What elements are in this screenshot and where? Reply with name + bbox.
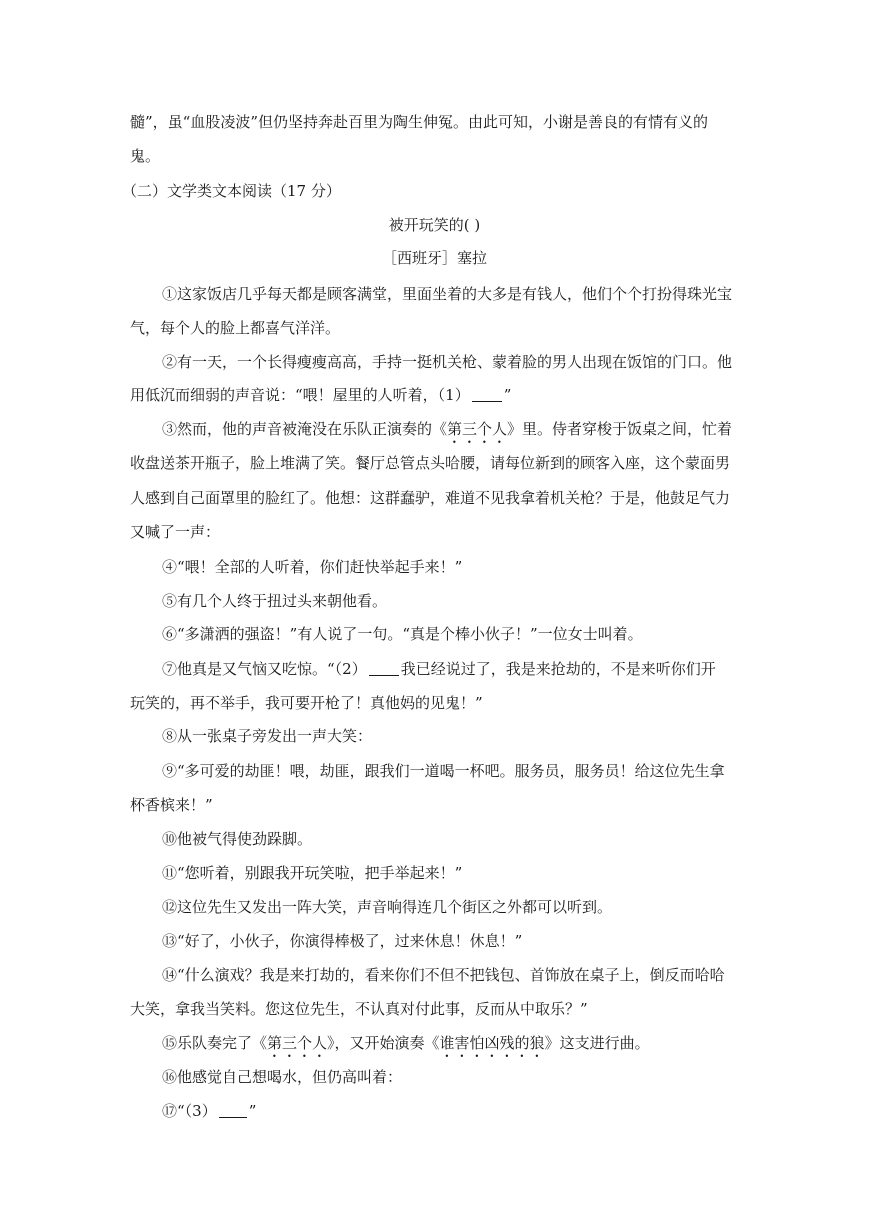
answer-blank-3[interactable]: [219, 1102, 247, 1118]
paragraph-10: ⑩他被气得使劲跺脚。: [162, 830, 313, 848]
paragraph-3-line-3: 人感到自己面罩里的脸红了。他想：这群蠢驴，难道不见我拿着机关枪？于是，他鼓足气力: [130, 489, 731, 507]
paragraph-2-line-1: ②有一天，一个长得瘦瘦高高，手持一挺机关枪、蒙着脸的男人出现在饭馆的门口。他: [162, 353, 733, 371]
paragraph-2-text: 用低沉而细弱的声音说：“喂！屋里的人听着，（1）: [130, 386, 470, 404]
paragraph-15-text-e: 》这支进行曲。: [544, 1034, 650, 1052]
prev-paragraph-line-2: 鬼。: [130, 147, 161, 165]
paragraph-3-text-a: ③然而，他的声音被淹没在乐队正演奏的《: [162, 420, 448, 438]
story-author: ［西班牙］塞拉: [381, 249, 487, 267]
closing-quote: ”: [248, 1102, 257, 1120]
paragraph-15: [162, 1033, 650, 1061]
paragraph-7-line-1: [162, 659, 716, 679]
paragraph-4: ④“喂！全部的人听着，你们赶快举起手来！”: [162, 558, 463, 576]
answer-blank-1[interactable]: [472, 386, 502, 402]
paragraph-1-line-1: ①这家饭店几乎每天都是顾客满堂，里面坐着的大多是有钱人，他们个个打扮得珠光宝: [162, 285, 733, 303]
section-heading: （二）文学类文本阅读（17 分）: [122, 182, 341, 200]
paragraph-16: ⑯他感觉自己想喝水，但仍高叫着：: [162, 1068, 403, 1086]
paragraph-1-line-2: 气，每个人的脸上都喜气洋洋。: [130, 319, 341, 337]
paragraph-3-line-2: 收盘送茶开瓶子，脸上堆满了笑。餐厅总管点头哈腰，请每位新到的顾客入座，这个蒙面男: [130, 454, 731, 472]
story-title: 被开玩笑的( ): [388, 216, 481, 234]
paragraph-3-text-c: 》里。侍者穿梭于饭桌之间，忙着: [507, 420, 733, 438]
answer-blank-2[interactable]: [369, 660, 399, 676]
closing-quote: ”: [503, 386, 512, 404]
paragraph-9-line-1: ⑨“多可爱的劫匪！喂，劫匪，跟我们一道喝一杯吧。服务员，服务员！给这位先生拿: [162, 762, 725, 780]
paragraph-11: ⑪“您听着，别跟我开玩笑啦，把手举起来！”: [162, 864, 463, 882]
paragraph-3-line-1: [162, 419, 732, 447]
paragraph-9-line-2: 杯香槟来！”: [130, 796, 213, 814]
paragraph-14-line-2: 大笑，拿我当笑料。您这位先生，不认真对付此事，反而从中取乐？”: [130, 1000, 588, 1018]
paragraph-5: ⑤有几个人终于扭过头来朝他看。: [162, 592, 388, 610]
paragraph-8: ⑧从一张桌子旁发出一声大笑：: [162, 727, 373, 745]
prev-paragraph-line-1: 髓”，虽“血股凌波”但仍坚持奔赴百里为陶生伸冤。由此可知，小谢是善良的有情有义的: [130, 113, 709, 131]
paragraph-15-text-a: ⑮乐队奏完了《: [162, 1034, 268, 1052]
paragraph-3-line-4: 又喊了一声：: [130, 523, 221, 541]
paragraph-7-text-a: ⑦他真是又气恼又吃惊。“（2）: [162, 660, 367, 678]
paragraph-17-text-a: ⑰“（3）: [162, 1102, 217, 1120]
paragraph-13: ⑬“好了，小伙子，你演得棒极了，过来休息！休息！”: [162, 932, 523, 950]
paragraph-2-line-2: [130, 385, 511, 405]
paragraph-12: ⑫这位先生又发出一阵大笑，声音响得连几个街区之外都可以听到。: [162, 898, 613, 916]
paragraph-15-text-c: 》，又开始演奏《: [327, 1034, 440, 1052]
emphasized-title-2: 谁害怕凶残的狼: [439, 1034, 545, 1052]
emphasized-title-1: 第三个人: [267, 1034, 328, 1052]
paragraph-7-text-b: 我已经说过了，我是来抢劫的，不是来听你们开: [400, 660, 716, 678]
paragraph-7-line-2: 玩笑的，再不举手，我可要开枪了！真他妈的见鬼！”: [130, 694, 483, 712]
paragraph-6: ⑥“多潇洒的强盗！”有人说了一句。“真是个棒小伙子！”一位女士叫着。: [162, 625, 643, 643]
paragraph-17: [162, 1101, 256, 1121]
emphasized-title: 第三个人: [447, 420, 508, 438]
paragraph-14-line-1: ⑭“什么演戏？我是来打劫的，看来你们不但不把钱包、首饰放在桌子上，倒反而哈哈: [162, 966, 725, 984]
